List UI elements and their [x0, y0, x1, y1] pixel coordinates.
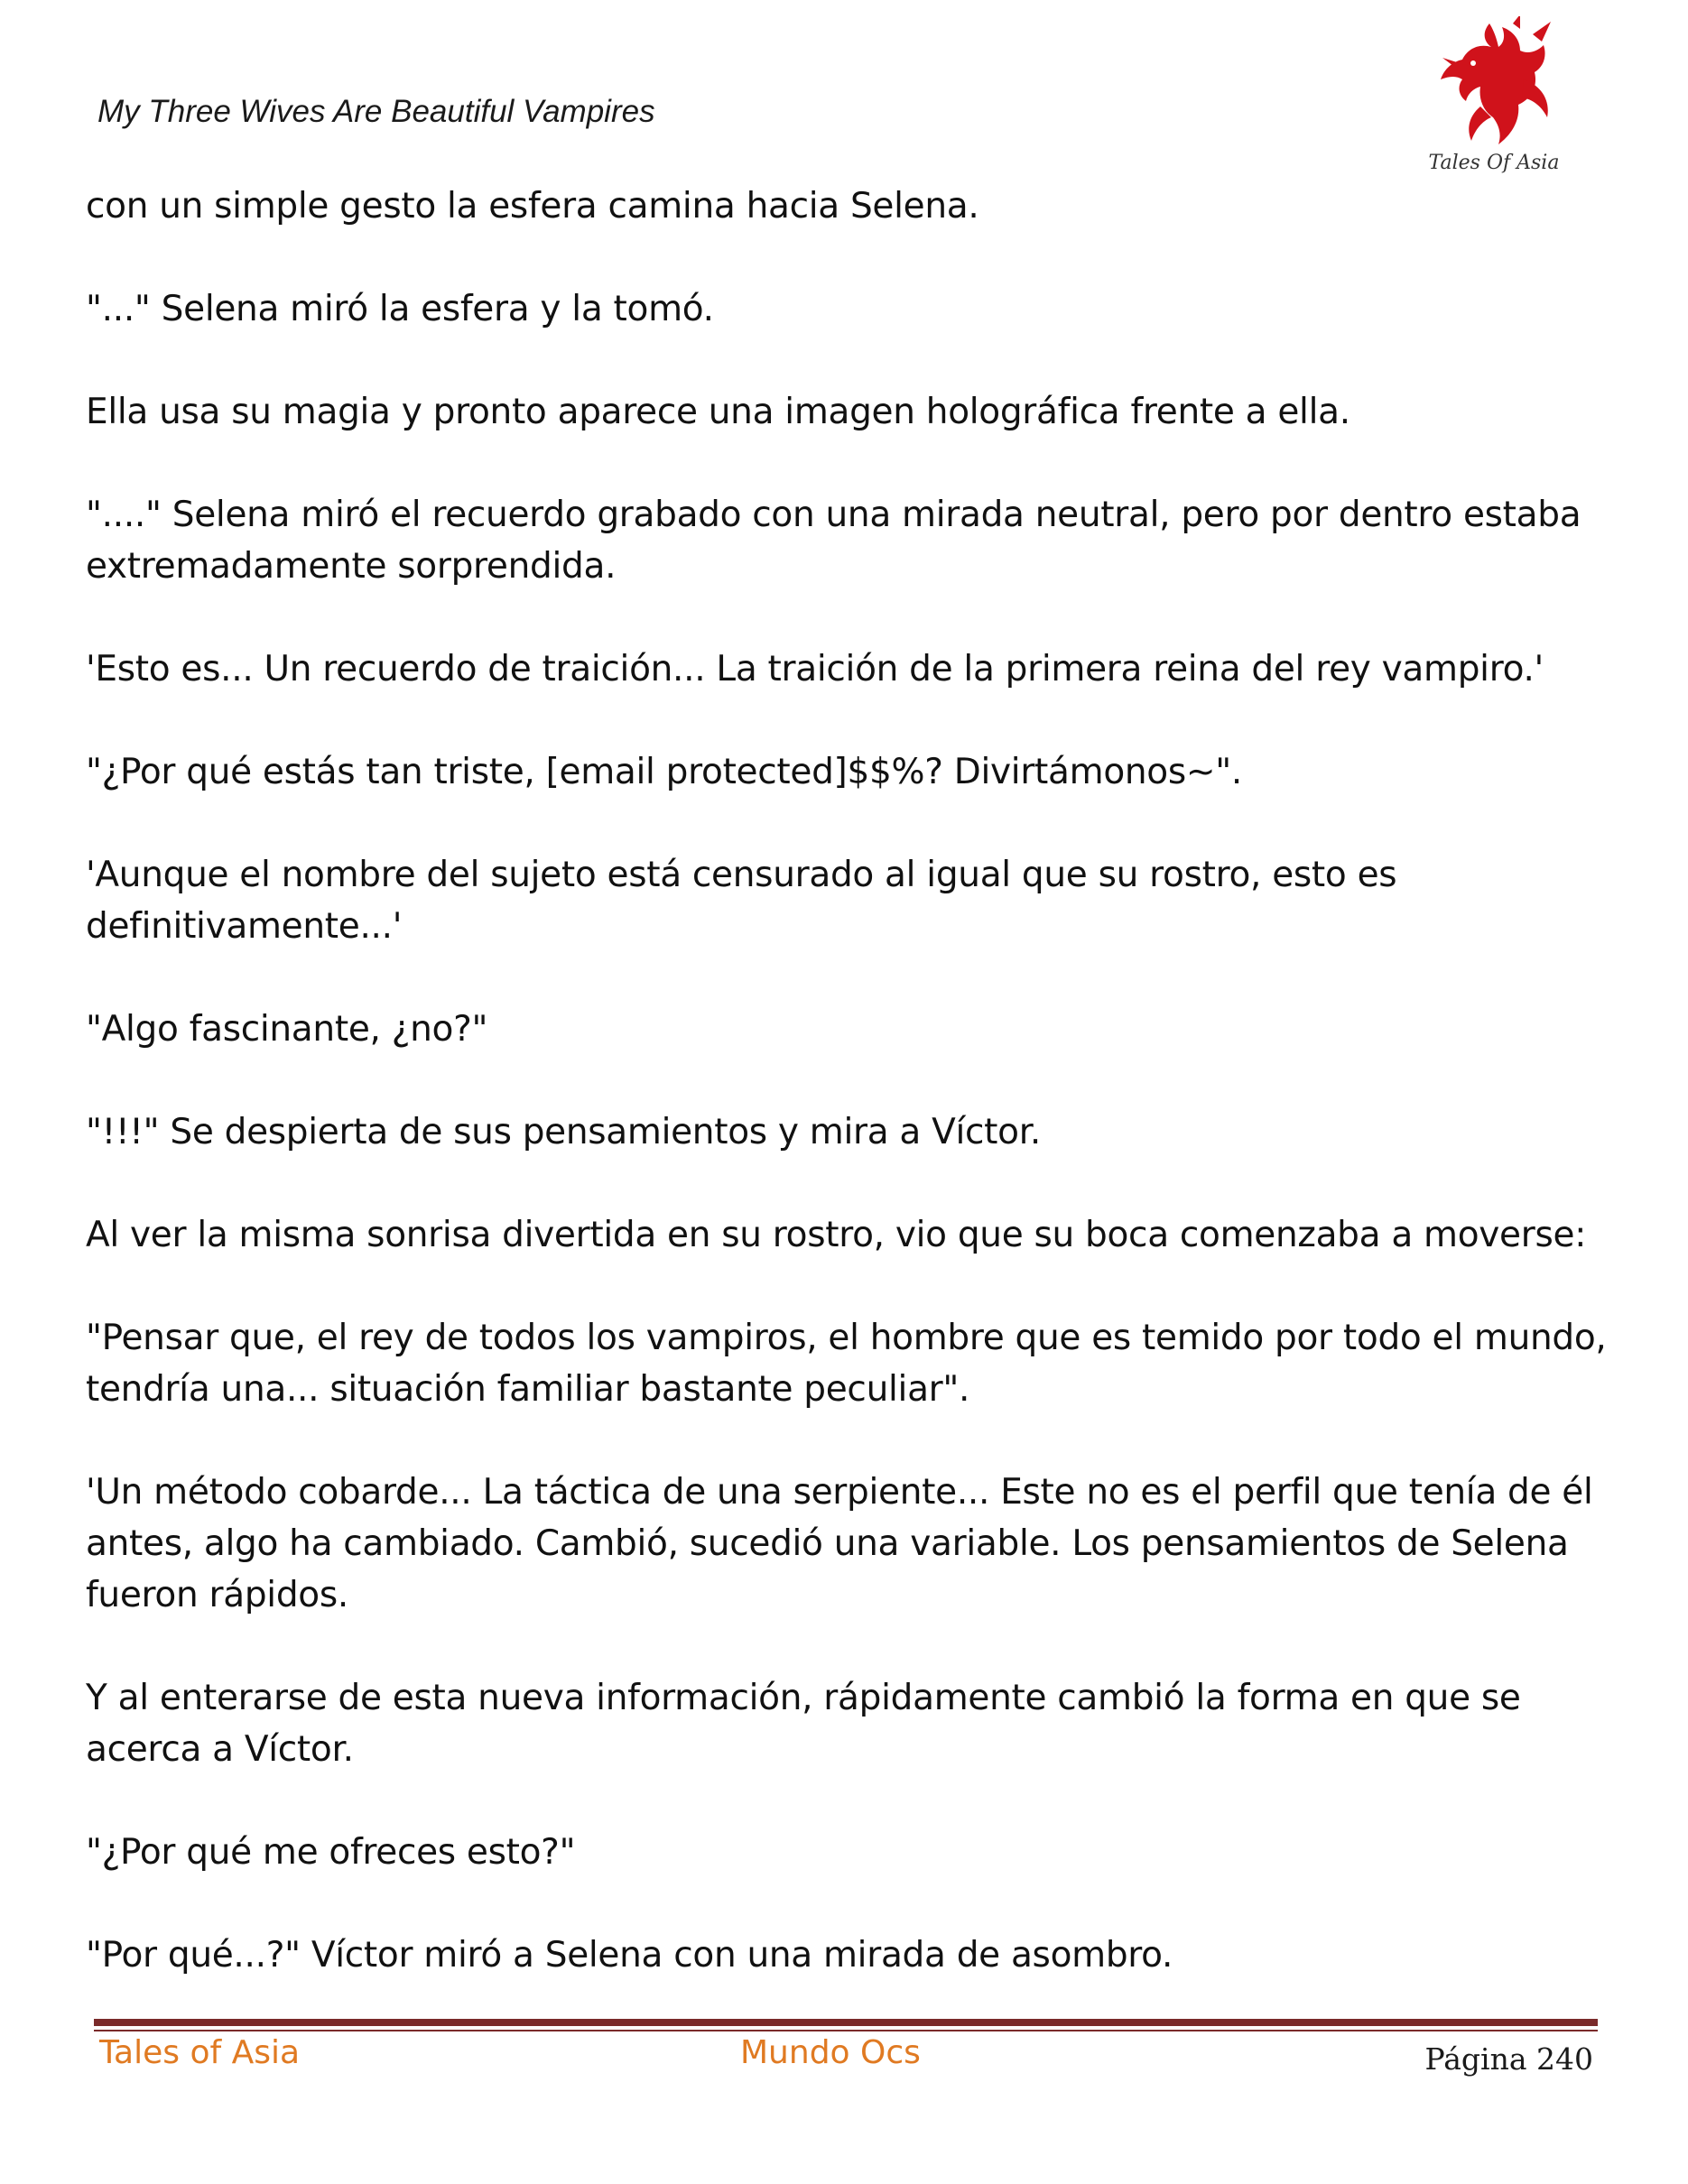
page-number: Página 240 [1424, 2041, 1593, 2077]
footer-divider-thin [94, 2030, 1598, 2031]
paragraph: "!!!" Se despierta de sus pensamientos y mira a Víctor. [86, 1112, 1041, 1152]
paragraph: "¿Por qué me ofreces esto?" [86, 1832, 576, 1873]
paragraph: "Pensar que, el rey de todos los vampiros, el hombre que es temido por todo el mundo, tendría una... situación familiar bastante peculiar". [86, 1318, 1607, 1410]
paragraph: con un simple gesto la esfera camina hacia Selena. [86, 186, 979, 227]
tales-of-asia-logo [1426, 16, 1562, 179]
dragon-icon [1426, 16, 1562, 152]
paragraph: 'Un método cobarde... La táctica de una serpiente... Este no es el perfil que tenía de él antes, algo ha cambiado. Cambió, sucedió una variable. Los pensamientos de Selena fueron rápidos. [86, 1472, 1593, 1615]
chapter-text [86, 180, 1611, 2032]
footer-site-name: Tales of Asia [99, 2034, 301, 2071]
paragraph: Y al enterarse de esta nueva información, rápidamente cambió la forma en que se acerca a Víctor. [86, 1678, 1521, 1770]
paragraph: 'Aunque el nombre del sujeto está censurado al igual que su rostro, esto es definitivamente...' [86, 855, 1397, 947]
paragraph: "..." Selena miró la esfera y la tomó. [86, 289, 714, 329]
paragraph: "Algo fascinante, ¿no?" [86, 1009, 488, 1050]
paragraph: 'Esto es... Un recuerdo de traición... La traición de la primera reina del rey vampiro.' [86, 649, 1544, 689]
book-title: My Three Wives Are Beautiful Vampires [97, 94, 655, 129]
paragraph: Al ver la misma sonrisa divertida en su rostro, vio que su boca comenzaba a moverse: [86, 1215, 1587, 1255]
paragraph: "¿Por qué estás tan triste, [email protected]$$%? Divirtámonos~". [86, 752, 1243, 792]
paragraph: "Por qué...?" Víctor miró a Selena con una mirada de asombro. [86, 1935, 1173, 1976]
paragraph: Ella usa su magia y pronto aparece una imagen holográfica frente a ella. [86, 392, 1350, 432]
footer-section-name: Mundo Ocs [740, 2034, 921, 2071]
logo-text: Tales Of Asia [1428, 152, 1560, 174]
footer-divider-thick [94, 2019, 1598, 2026]
paragraph: "...." Selena miró el recuerdo grabado con una mirada neutral, pero por dentro estaba extremadamente sorprendida. [86, 495, 1581, 587]
